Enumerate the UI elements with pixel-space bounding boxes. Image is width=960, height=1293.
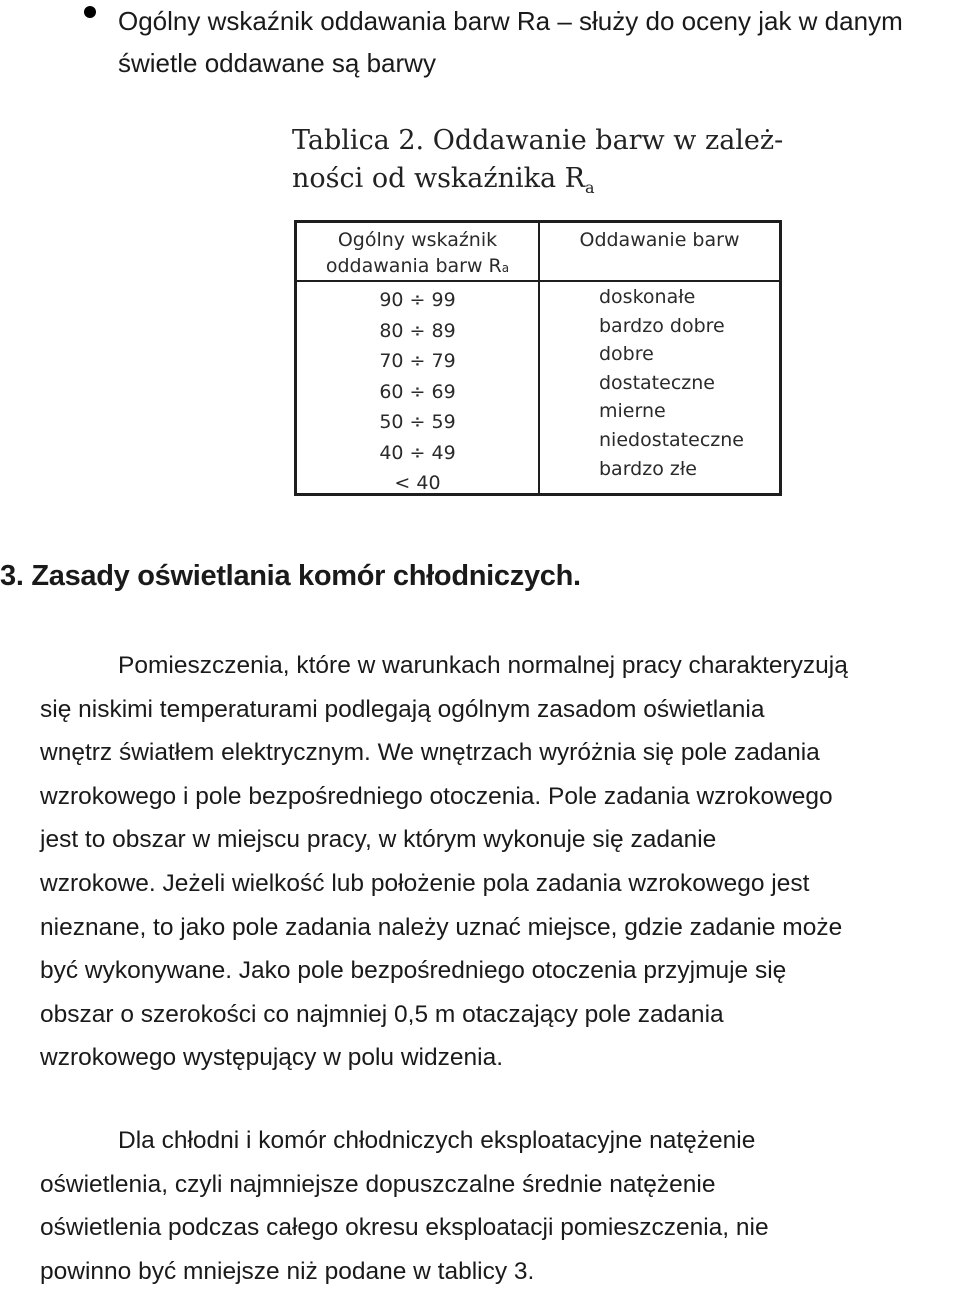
table-caption-line-2: ności od wskaźnika R: [292, 163, 586, 194]
paragraph-line: wzrokowe. Jeżeli wielkość lub położenie pola zadania wzrokowego jest: [40, 869, 810, 897]
paragraph-line: oświetlenia podczas całego okresu eksploatacji pomieszczenia, nie: [40, 1214, 769, 1242]
table-ratings-column: [599, 283, 744, 483]
table-range-cell: 90 ÷ 99: [379, 289, 456, 311]
paragraph-lighting-rules: [40, 644, 960, 1080]
paragraph-illuminance: [40, 1119, 960, 1293]
paragraph-line: powinno być mniejsze niż podane w tablicy 3.: [40, 1257, 535, 1285]
table-header-index-subscript: a: [501, 261, 510, 275]
paragraph-line: [40, 1119, 960, 1163]
table-header-index-line-2: oddawania barw R: [325, 255, 502, 277]
paragraph-line-text: Pomieszczenia, które w warunkach normalnej pracy charakteryzują: [118, 652, 848, 679]
paragraph-line: się niskimi temperaturami podlegają ogólnym zasadom oświetlania: [40, 695, 765, 723]
paragraph-line: [40, 644, 960, 688]
table-range-cell: < 40: [394, 472, 441, 494]
table-rating-cell: doskonałe: [599, 286, 696, 308]
table-range-cell: 50 ÷ 59: [379, 411, 456, 433]
table-header-index: [297, 227, 538, 281]
paragraph-line: oświetlenia, czyli najmniejsze dopuszczalne średnie natężenie: [40, 1170, 716, 1198]
table-rating-cell: bardzo dobre: [599, 314, 725, 337]
table-range-cell: 80 ÷ 89: [379, 319, 456, 342]
paragraph-line: wzrokowego występujący w polu widzenia.: [40, 1044, 503, 1072]
bullet-text: [118, 0, 960, 84]
paragraph-line: nieznane, to jako pole zadania należy uznać miejsce, gdzie zadanie może: [40, 913, 843, 941]
table-ranges-column: [297, 285, 538, 499]
color-rendering-table: [294, 220, 782, 496]
table-rating-cell: dostateczne: [599, 371, 715, 394]
table-range-cell: 70 ÷ 79: [379, 350, 456, 372]
table-rating-cell: bardzo złe: [599, 457, 697, 480]
paragraph-line: wzrokowego i pole bezpośredniego otoczenia. Pole zadania wzrokowego: [40, 782, 833, 810]
section-heading: 3. Zasady oświetlania komór chłodniczych.: [0, 560, 581, 592]
table-header-index-line-1: Ogólny wskaźnik: [337, 229, 498, 251]
paragraph-line-text: Dla chłodni i komór chłodniczych eksploatacyjne natężenie: [118, 1127, 756, 1154]
bullet-text-line-1: Ogólny wskaźnik oddawania barw Ra – służy do oceny jak w danym: [118, 6, 903, 36]
table-column-divider: [538, 223, 540, 493]
table-caption-line-1: Tablica 2. Oddawanie barw w zależ-: [292, 125, 784, 156]
table-header-rendering: Oddawanie barw: [579, 229, 740, 251]
bullet-text-line-2: świetle oddawane są barwy: [118, 48, 436, 78]
table-rating-cell: mierne: [599, 400, 666, 423]
paragraph-line: obszar o szerokości co najmniej 0,5 m otaczający pole zadania: [40, 1000, 724, 1028]
bullet-marker: [84, 6, 96, 18]
paragraph-line: wnętrz światłem elektrycznym. We wnętrzach wyróżnia się pole zadania: [40, 739, 820, 767]
paragraph-line: być wykonywane. Jako pole bezpośredniego otoczenia przyjmuje się: [40, 957, 787, 985]
table-range-cell: 60 ÷ 69: [379, 380, 456, 403]
table-range-cell: 40 ÷ 49: [379, 441, 456, 464]
table-caption-subscript: a: [585, 178, 595, 197]
table-rating-cell: dobre: [599, 343, 654, 366]
table-rating-cell: niedostateczne: [599, 428, 744, 451]
paragraph-line: jest to obszar w miejscu pracy, w którym wykonuje się zadanie: [40, 826, 717, 854]
table-caption: [292, 122, 812, 207]
